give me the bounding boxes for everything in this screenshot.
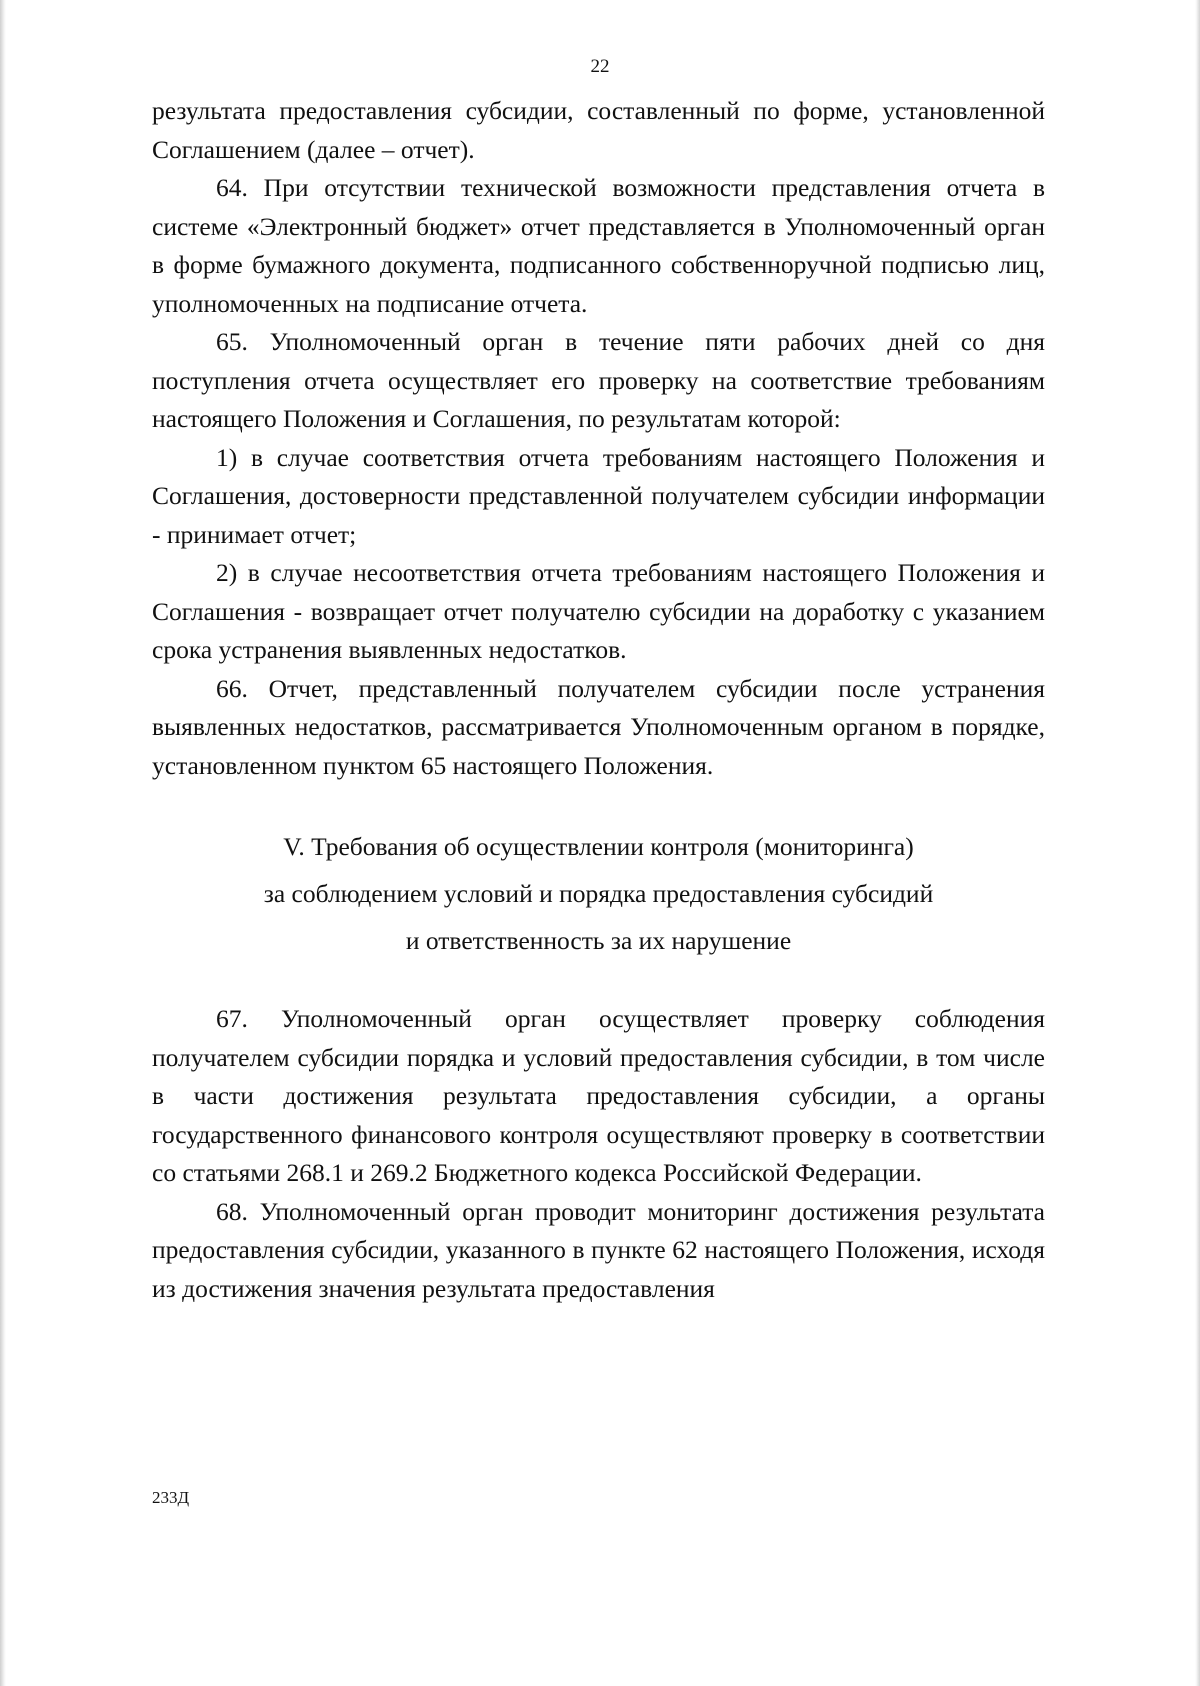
section-heading-line-1: V. Требования об осуществлении контроля (мониторинга) (283, 832, 914, 861)
paragraph-65-item-2: 2) в случае несоответствия отчета требованиям настоящего Положения и Соглашения - возвращает отчет получателю субсидии на доработку с указанием срока устранения выявленных недостатков. (152, 558, 1045, 664)
scan-edge-left (0, 0, 6, 1686)
paragraph-64: 64. При отсутствии технической возможности представления отчета в системе «Электронный бюджет» отчет представляется в Уполномоченный орган в форме бумажного документа, подписанного собственноручной подписью лиц, уполномоченных на подписание отчета. (152, 173, 1045, 318)
paragraph-65: 65. Уполномоченный орган в течение пяти рабочих дней со дня поступления отчета осуществляет его проверку на соответствие требованиям настоящего Положения и Соглашения, по результатам которой: (152, 327, 1045, 433)
document-body (152, 92, 1045, 1308)
section-heading-line-2: за соблюдением условий и порядка предоставления субсидий (263, 879, 934, 908)
paragraph-68: 68. Уполномоченный орган проводит мониторинг достижения результата предоставления субсидии, указанного в пункте 62 настоящего Положения, исходя из достижения значения результата предоставления (152, 1196, 1045, 1303)
paragraph-66: 66. Отчет, представленный получателем субсидии после устранения выявленных недостатков, рассматривается Уполномоченным органом в порядке, установленном пунктом 65 настоящего Положения. (152, 673, 1045, 780)
page-number: 22 (590, 56, 610, 77)
section-heading (152, 823, 1045, 964)
paragraph-continuation: результата предоставления субсидии, составленный по форме, установленной Соглашением (далее – отчет). (152, 96, 1045, 164)
paragraph-67: 67. Уполномоченный орган осуществляет проверку соблюдения получателем субсидии порядка и условий предоставления субсидии, в том числе в части достижения результата предоставления субсидии, а органы государственного финансового контроля осуществляют проверку в соответствии со статьями 268.1 и 269.2 Бюджетного кодекса Российской Федерации. (152, 1004, 1045, 1187)
scan-edge-right (1195, 0, 1200, 1686)
paragraph-65-item-1: 1) в случае соответствия отчета требованиям настоящего Положения и Соглашения, достоверности представленной получателем субсидии информации - принимает отчет; (152, 442, 1045, 549)
document-code: 233Д (152, 1488, 190, 1507)
section-heading-line-3: и ответственность за их нарушение (405, 926, 792, 955)
